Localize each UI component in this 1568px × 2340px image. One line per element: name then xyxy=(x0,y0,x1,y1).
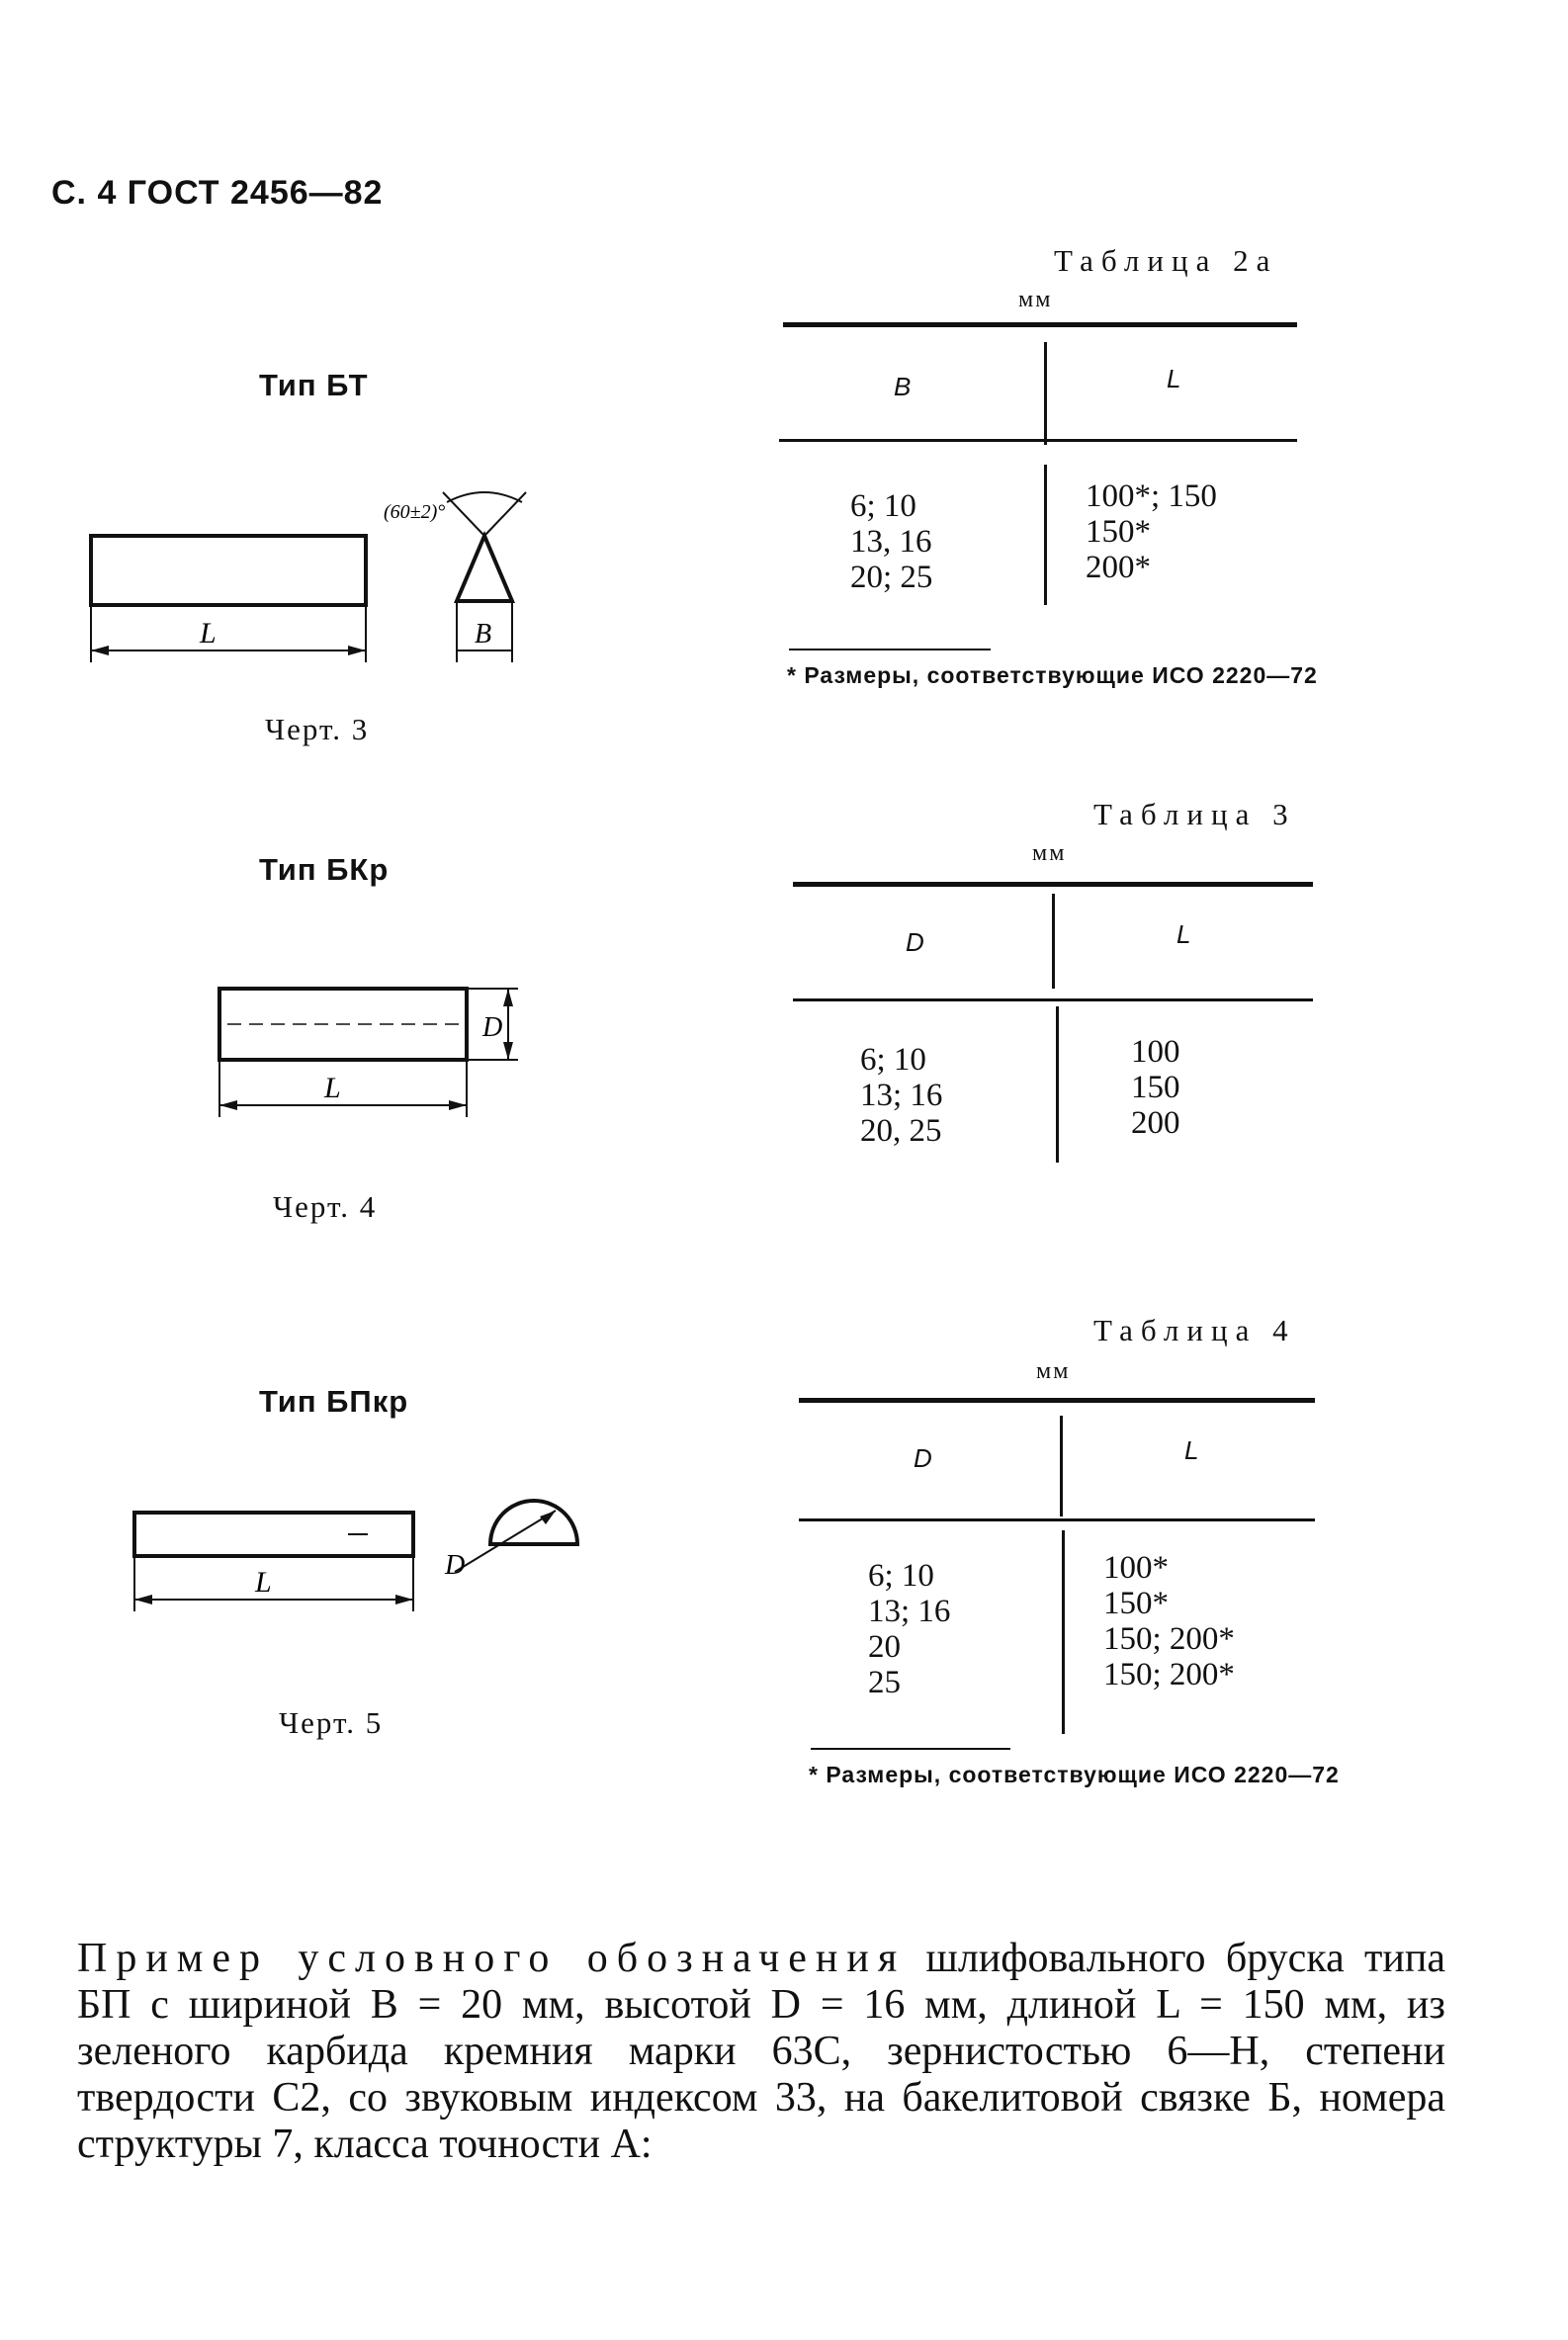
figure-3-type-label: Тип БТ xyxy=(259,368,369,402)
figure-5-diameter-label: D xyxy=(445,1550,466,1581)
table-3-col1-header: D xyxy=(906,927,924,957)
figure-4-diameter-label: D xyxy=(482,1012,503,1043)
table-2a-col2-values: 100*; 150 150* 200* xyxy=(1086,478,1217,585)
figure-4-drawing xyxy=(198,969,534,1127)
designation-example-paragraph xyxy=(77,1936,1445,2168)
table-3-title: Таблица 3 xyxy=(1093,797,1296,831)
table-2a-col2-header: L xyxy=(1167,364,1181,393)
table-2a-col1-values: 6; 10 13, 16 20; 25 xyxy=(850,488,933,595)
figure-3-length-label: L xyxy=(200,617,217,650)
figure-3-caption: Черт. 3 xyxy=(265,712,370,746)
figure-5-caption: Черт. 5 xyxy=(279,1705,384,1740)
figure-3-drawing xyxy=(79,475,593,672)
table-4-col1-values: 6; 10 13; 16 20 25 xyxy=(868,1558,951,1700)
figure-3-angle-label: (60±2)° xyxy=(384,501,446,523)
figure-4-caption: Черт. 4 xyxy=(273,1189,378,1224)
table-4-title: Таблица 4 xyxy=(1093,1313,1296,1347)
table-2a-unit: мм xyxy=(1018,287,1053,312)
figure-4-length-label: L xyxy=(324,1072,341,1104)
table-3-col1-values: 6; 10 13; 16 20, 25 xyxy=(860,1042,943,1149)
table-2a-footnote: * Размеры, соответствующие ИСО 2220—72 xyxy=(787,662,1318,688)
table-4-col2-header: L xyxy=(1184,1435,1199,1465)
table-4-footnote: * Размеры, соответствующие ИСО 2220—72 xyxy=(809,1762,1340,1787)
designation-example-lead: Пример условного обозначения xyxy=(77,1936,907,1981)
table-2a-col1-header: B xyxy=(894,372,912,401)
page-header: С. 4 ГОСТ 2456—82 xyxy=(51,174,384,212)
figure-5-drawing xyxy=(119,1473,593,1631)
table-3-unit: мм xyxy=(1032,840,1067,866)
figure-5-length-label: L xyxy=(255,1566,272,1599)
table-2a-title: Таблица 2а xyxy=(1054,243,1278,278)
table-3-col2-values: 100 150 200 xyxy=(1131,1034,1180,1141)
designation-example-text: шлифовального бруска типа БП с шириной B = 20 мм, высотой D = 16 мм, длиной L = 150 мм, из зеленого карбида кремния марки 63С, зернистостью 6—Н, степени твердости С2, со звуковым индексом 33, на бакелитовой связке Б, номера структуры 7, класса точности А: xyxy=(77,1936,1445,2167)
figure-5-type-label: Тип БПкр xyxy=(259,1384,409,1419)
table-4-col2-values: 100* 150* 150; 200* 150; 200* xyxy=(1103,1550,1235,1692)
table-4-col1-header: D xyxy=(914,1443,932,1473)
table-4-unit: мм xyxy=(1036,1358,1071,1384)
table-3-col2-header: L xyxy=(1176,919,1191,949)
figure-4-type-label: Тип БКр xyxy=(259,852,390,887)
figure-3-width-label: B xyxy=(475,619,492,650)
